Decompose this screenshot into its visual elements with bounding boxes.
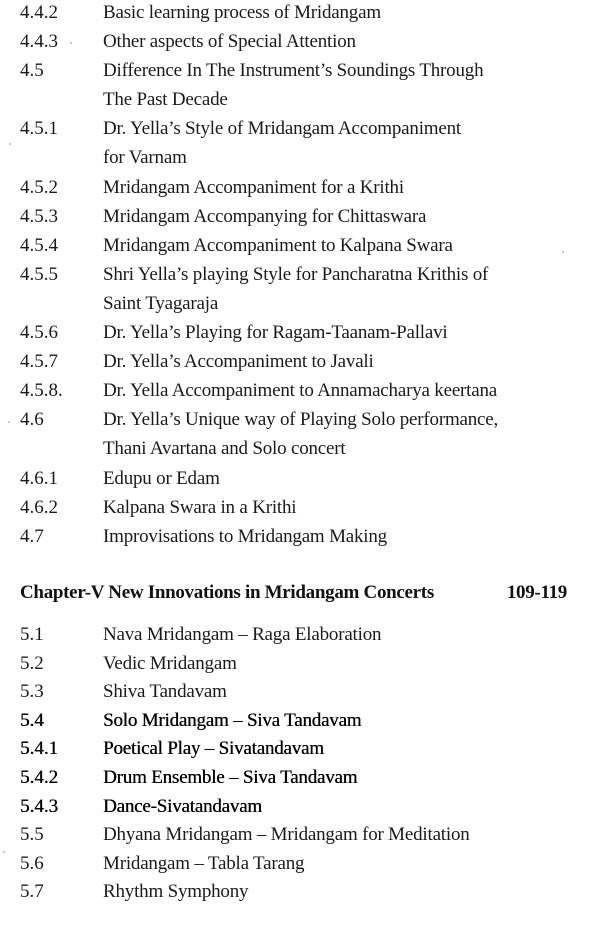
- toc-entry-continuation: [0, 434, 600, 463]
- entry-number: 4.5.2: [20, 176, 58, 198]
- entry-title: Other aspects of Special Attention: [103, 31, 356, 53]
- toc-entry: [0, 376, 600, 405]
- toc-entry: [0, 493, 600, 522]
- entry-title: Dr. Yella’s Unique way of Playing Solo performance,: [103, 409, 499, 431]
- toc-entry: [0, 231, 600, 260]
- entry-title: Dr. Yella’s Style of Mridangam Accompaniment: [103, 118, 461, 140]
- toc-entry: [0, 173, 600, 202]
- toc-entry: [0, 202, 600, 231]
- toc-section-5: [0, 621, 600, 907]
- toc-entry: [0, 821, 600, 850]
- entry-title: Rhythm Symphony: [103, 881, 249, 903]
- entry-title: Shri Yella’s playing Style for Pancharatna Krithis of: [103, 263, 489, 285]
- scan-speck: [8, 421, 10, 423]
- toc-entry: [0, 347, 600, 376]
- entry-title: Solo Mridangam – Siva Tandavam: [103, 709, 362, 731]
- entry-title: Edupu or Edam: [103, 467, 220, 489]
- toc-entry: [0, 878, 600, 907]
- entry-title: Dr. Yella’s Accompaniment to Javali: [103, 351, 374, 373]
- scan-speck: [70, 42, 72, 44]
- scan-speck: [3, 851, 5, 853]
- toc-entry: [0, 464, 600, 493]
- toc-entry: [0, 621, 600, 650]
- entry-number: 4.5.7: [20, 351, 58, 373]
- toc-entry: [0, 27, 600, 56]
- entry-number: 4.7: [20, 525, 44, 547]
- toc-entry: [0, 405, 600, 434]
- entry-title: Poetical Play – Sivatandavam: [103, 738, 324, 760]
- toc-entry: [0, 0, 600, 27]
- entry-number: 4.4.2: [20, 2, 58, 23]
- entry-title: Nava Mridangam – Raga Elaboration: [103, 624, 382, 645]
- entry-number: 4.6: [20, 409, 44, 431]
- chapter-heading: [20, 582, 570, 604]
- toc-entry: [0, 764, 600, 793]
- entry-number: 5.3: [20, 681, 44, 703]
- toc-entry: [0, 678, 600, 707]
- entry-number: 5.2: [20, 652, 44, 674]
- toc-entry: [0, 735, 600, 764]
- entry-title: Mridangam Accompaniment for a Krithi: [103, 176, 404, 198]
- entry-number: 4.6.2: [20, 496, 58, 518]
- entry-title: Dr. Yella Accompaniment to Annamacharya keertana: [103, 380, 498, 402]
- toc-entry: [0, 318, 600, 347]
- entry-title: Saint Tyagaraja: [103, 292, 219, 314]
- entry-number: 5.4: [20, 709, 44, 731]
- entry-title: Shiva Tandavam: [103, 681, 227, 703]
- entry-number: 4.5.8.: [20, 380, 63, 402]
- entry-title: Mridangam Accompanying for Chittaswara: [103, 205, 427, 227]
- toc-entry: [0, 522, 600, 551]
- toc-entry-continuation: [0, 85, 600, 114]
- entry-number: 5.6: [20, 852, 44, 874]
- toc-entry: [0, 260, 600, 289]
- entry-title: Improvisations to Mridangam Making: [103, 525, 387, 547]
- entry-title: Dr. Yella’s Playing for Ragam-Taanam-Pallavi: [103, 322, 448, 344]
- toc-entry: [0, 114, 600, 143]
- entry-title: Mridangam Accompaniment to Kalpana Swara: [103, 234, 453, 256]
- entry-title: Dance-Sivatandavam: [103, 795, 262, 817]
- toc-entry: [0, 850, 600, 879]
- entry-number: 5.4.3: [20, 795, 58, 817]
- toc-entry: [0, 650, 600, 679]
- toc-entry: [0, 707, 600, 736]
- toc-entry-continuation: [0, 143, 600, 172]
- entry-title: Drum Ensemble – Siva Tandavam: [103, 766, 358, 788]
- entry-title: Vedic Mridangam: [103, 652, 237, 674]
- toc-entry: [0, 56, 600, 85]
- entry-number: 4.5: [20, 60, 44, 82]
- entry-number: 5.4.2: [20, 766, 58, 788]
- chapter-page-range: 109-119: [506, 582, 567, 603]
- entry-number: 4.5.1: [20, 118, 58, 140]
- entry-number: 5.4.1: [20, 738, 58, 760]
- entry-number: 4.5.4: [20, 234, 58, 256]
- entry-number: 4.5.3: [20, 205, 58, 227]
- entry-title: Basic learning process of Mridangam: [103, 2, 381, 23]
- entry-title: Thani Avartana and Solo concert: [103, 438, 346, 460]
- entry-number: 4.5.5: [20, 263, 58, 285]
- chapter-title: Chapter-V New Innovations in Mridangam Concerts: [20, 582, 434, 603]
- entry-title: Difference In The Instrument’s Soundings Through: [103, 60, 484, 82]
- entry-number: 4.5.6: [20, 322, 58, 344]
- entry-title: Dhyana Mridangam – Mridangam for Meditation: [103, 824, 470, 846]
- entry-number: 4.4.3: [20, 31, 58, 53]
- toc-entry: [0, 793, 600, 822]
- toc-entry-continuation: [0, 289, 600, 318]
- entry-title: Kalpana Swara in a Krithi: [103, 496, 297, 518]
- entry-number: 5.1: [20, 624, 44, 645]
- scan-speck: [562, 251, 564, 253]
- scan-speck: [9, 143, 11, 145]
- entry-title: Mridangam – Tabla Tarang: [103, 852, 305, 874]
- entry-number: 5.7: [20, 881, 44, 903]
- entry-number: 4.6.1: [20, 467, 58, 489]
- entry-number: 5.5: [20, 824, 44, 846]
- entry-title: The Past Decade: [103, 89, 228, 111]
- entry-title: for Varnam: [103, 147, 187, 169]
